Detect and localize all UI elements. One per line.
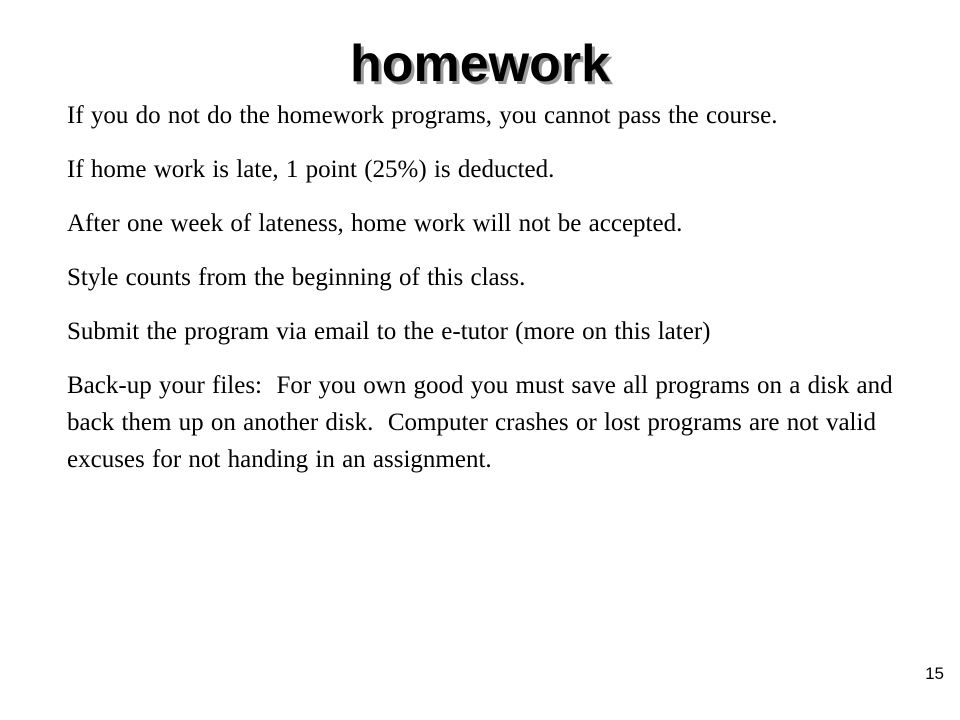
slide-page-number: 15 (925, 664, 944, 683)
paragraph-style-counts: Style counts from the beginning of this class. (67, 264, 526, 291)
paragraph-submit-email: Submit the program via email to the e-tutor (more on this later) (67, 318, 711, 345)
paragraph-homework-required: If you do not do the homework programs, you cannot pass the course. (67, 102, 778, 129)
paragraph-lateness-limit: After one week of lateness, home work will not be accepted. (67, 210, 683, 237)
paragraph-late-penalty: If home work is late, 1 point (25%) is deducted. (67, 156, 555, 183)
paragraph-backup-files: Back-up your files: For you own good you must save all programs on a disk and back them up on another disk. Computer crashes or lost programs are not valid excuses for not handing in an assignment. (67, 372, 900, 473)
slide-title: homework (349, 35, 611, 93)
slide-body (67, 97, 927, 495)
